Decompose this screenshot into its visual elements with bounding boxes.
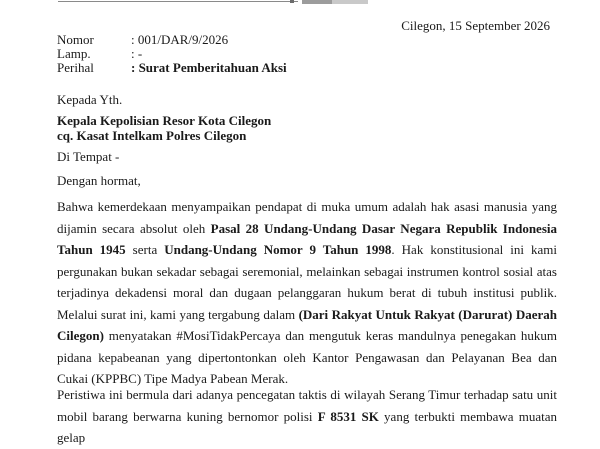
top-edge-rule <box>58 1 298 2</box>
recipient-block <box>57 92 271 164</box>
meta-key: Lamp. <box>57 46 91 61</box>
recipient-attention: cq. Kasat Intelkam Polres Cilegon <box>57 128 247 143</box>
paragraph-text: serta <box>125 242 165 257</box>
letter-date: Cilegon, 15 September 2026 <box>401 18 550 33</box>
paragraph-text: Peristiwa ini bermula dari adanya pencegatan taktis di wilayah Serang Timur terhadap satu unit mobil barang berwarna kuning bernomor polisi <box>57 387 557 424</box>
body-paragraph-2 <box>57 384 557 449</box>
meta-row-lampiran <box>57 47 287 61</box>
paragraph-text: Bahwa kemerdekaan menyampaikan pendapat di muka umum adalah hak asasi manusia yang dijamin secara absolut oleh <box>57 199 557 236</box>
meta-row-nomor <box>57 33 287 47</box>
paragraph-text: . Hak konstitusional ini kami pergunakan bukan sekadar sebagai seremonial, melainkan sebagai instrumen kontrol sosial atas terjadinya dekadensi moral dan dugaan pelanggaran hukum berat di tubuh institusi publik. Melalui surat ini, kami yang tergabung dalam <box>57 242 557 322</box>
top-edge-mark <box>290 0 294 3</box>
top-edge-thumbnail <box>332 0 368 4</box>
organization-name: (Dari Rakyat Untuk Rakyat (Darurat) Daerah Cilegon) <box>57 306 557 343</box>
meta-row-perihal <box>57 61 287 75</box>
recipient-name: Kepala Kepolisian Resor Kota Cilegon <box>57 113 272 128</box>
legal-reference: Undang-Undang Nomor 9 Tahun 1998 <box>164 242 392 257</box>
meta-value-subject: : Surat Pemberitahuan Aksi <box>131 60 287 75</box>
meta-key: Perihal <box>57 60 94 75</box>
meta-key: Nomor <box>57 32 94 47</box>
recipient-place: Di Tempat - <box>57 149 120 164</box>
license-plate: F 8531 SK <box>317 408 379 424</box>
body-paragraph-1 <box>57 196 557 390</box>
greeting: Dengan hormat, <box>57 173 141 188</box>
legal-reference: Pasal 28 Undang-Undang Dasar Negara Republik Indonesia Tahun 1945 <box>57 220 557 257</box>
paragraph-text: menyatakan #MosiTidakPercaya dan mengutuk keras mandulnya penegakan hukum pidana kepabeanan yang dipertontonkan oleh Kantor Pengawasan dan Pelayanan Bea dan Cukai (KPPBC) Tipe Madya Pabean Merak. <box>57 328 557 386</box>
paragraph-text: yang terbukti membawa muatan gelap <box>57 408 557 445</box>
top-edge-strip <box>0 0 600 6</box>
recipient-salutation: Kepada Yth. <box>57 92 123 107</box>
meta-value: : 001/DAR/9/2026 <box>131 32 229 47</box>
letter-meta <box>57 33 287 75</box>
meta-value: : - <box>131 46 143 61</box>
top-edge-thumbnail <box>302 0 332 4</box>
